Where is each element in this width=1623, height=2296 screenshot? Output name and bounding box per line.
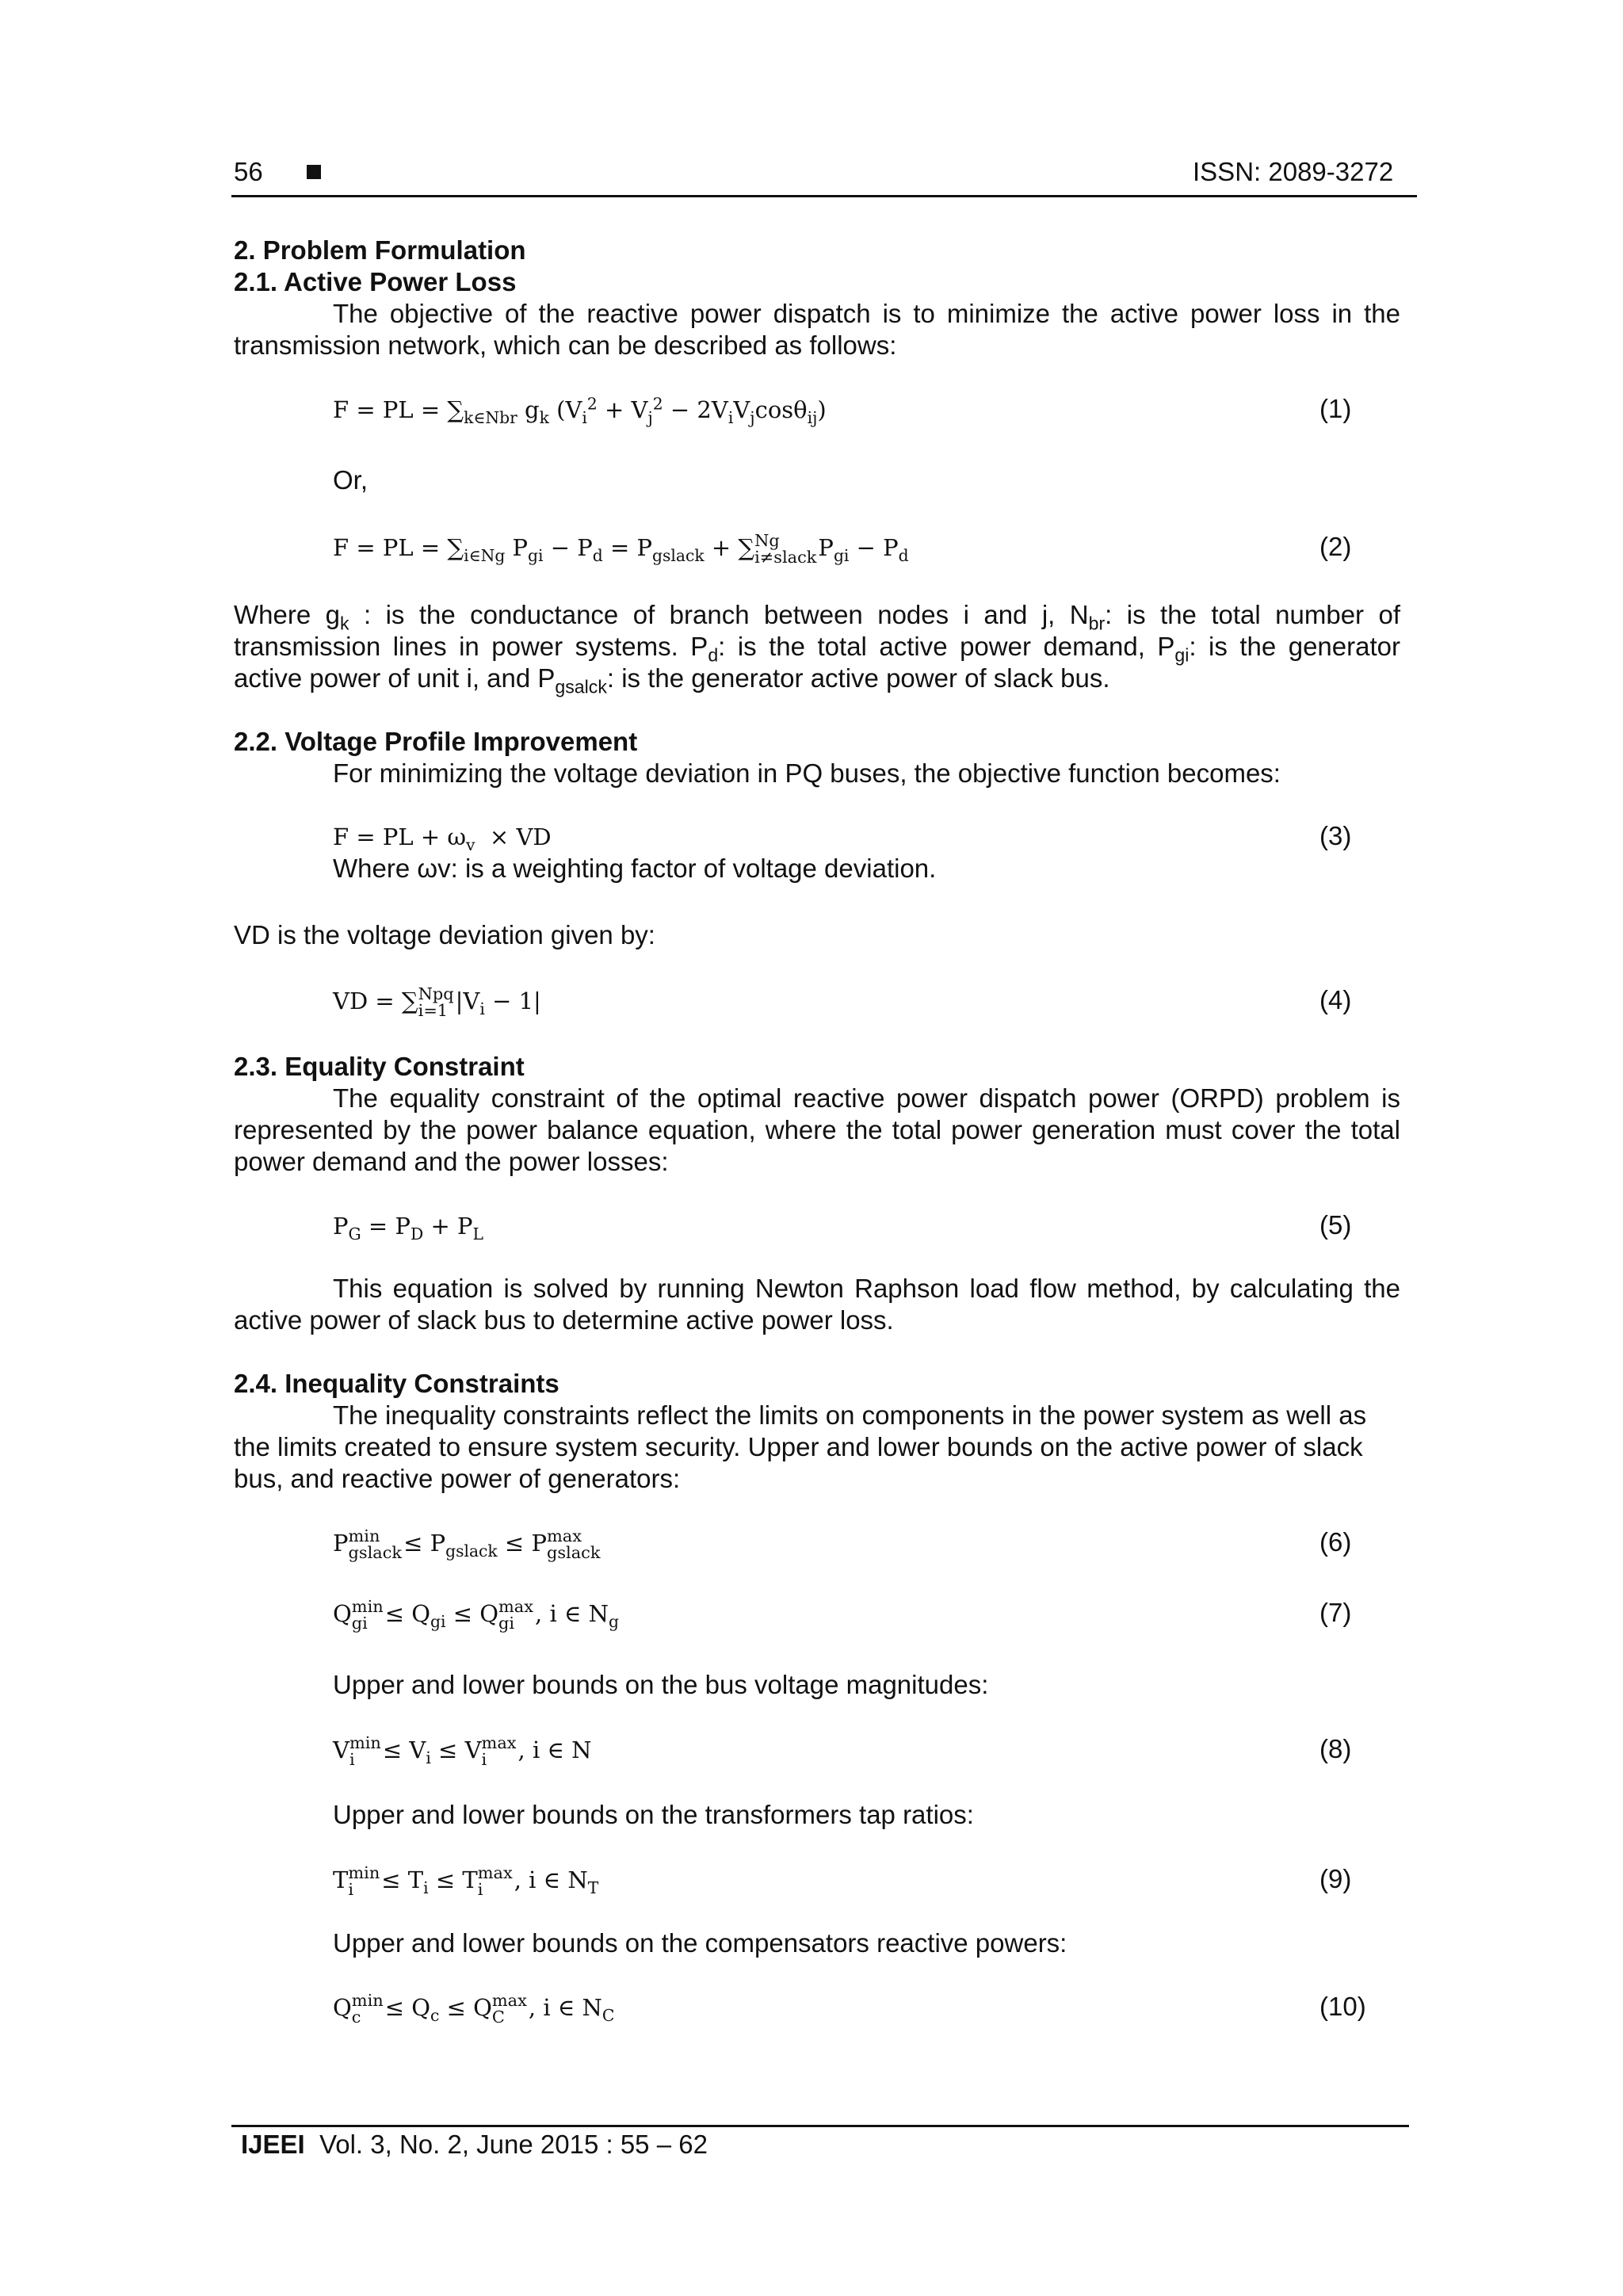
equation-1: F = PL = $\sum_{k\in Nbr}$ $g_k$ $(V_i^2 + V_j^2 - 2V_iV_j\cos\theta_{ij})$ (333, 394, 827, 427)
equation-4: VD = ∑ Npq i=1 $|V_i - 1|$ (333, 984, 541, 1020)
equation-number-10: (10) (1319, 1992, 1366, 2021)
paragraph-active-loss: The objective of the reactive power dispatch is to minimize the active power loss in the transmission network, which can be described as follows: (234, 299, 1400, 360)
equation-number-4: (4) (1319, 985, 1352, 1014)
paragraph-equality: The equality constraint of the optimal reactive power dispatch power (ORPD) problem is represented by the power balance equation, where the total power generation must cover the total power demand and the power losses: (234, 1083, 1400, 1176)
bounds-compensator-text: Upper and lower bounds on the compensators reactive powers: (333, 1928, 1067, 1958)
footer-citation (241, 2130, 708, 2160)
footer-journal: IJEEI (241, 2130, 305, 2159)
where-eq3: Where ωv: is a weighting factor of voltage deviation. (333, 854, 937, 883)
section-heading-2-1: 2.1. Active Power Loss (234, 267, 517, 296)
bounds-tap-text: Upper and lower bounds on the transformers tap ratios: (333, 1800, 974, 1829)
equation-7: Q min gi ≤ $Q_{gi} \le Q$ max gi , i ∈ $N_g$ (333, 1597, 619, 1633)
equation-number-6: (6) (1319, 1527, 1352, 1557)
footer-rule (231, 2125, 1409, 2127)
equation-3: F = PL + $\omega_v$ × VD (333, 823, 552, 854)
equation-number-1: (1) (1319, 394, 1352, 423)
equation-2: F = PL = $\sum_{i\in Ng}$ $P_{gi} - P_d = P_{gslack}$ + ∑ Ng i≠slack $P_{gi} - P_d$ (333, 531, 909, 567)
section-heading-2-3: 2.3. Equality Constraint (234, 1052, 525, 1081)
paragraph-newton: This equation is solved by running Newton Raphson load flow method, by calculating the active power of slack bus to determine active power loss. (234, 1274, 1400, 1335)
equation-10: Q min c ≤ $Q_c \le Q$ max C , i ∈ $N_C$ (333, 1991, 615, 2027)
equation-8: V min i ≤ $V_i \le V$ max i , i ∈ N (333, 1733, 592, 1769)
section-heading-2-2: 2.2. Voltage Profile Improvement (234, 727, 638, 756)
section-heading-2: 2. Problem Formulation (234, 235, 526, 265)
paragraph-voltage: For minimizing the voltage deviation in PQ buses, the objective function becomes: (333, 758, 1281, 788)
equation-number-7: (7) (1319, 1598, 1352, 1627)
equation-number-2: (2) (1319, 532, 1352, 561)
page-number: 56 (234, 157, 263, 186)
equation-6: P min gslack ≤ $P_{gslack} \le P$ max gslack (333, 1526, 601, 1562)
footer-vol: Vol. 3, No. 2, June 2015 : 55 – 62 (319, 2130, 708, 2159)
section-heading-2-4: 2.4. Inequality Constraints (234, 1369, 559, 1398)
header-square-icon (307, 165, 321, 183)
bounds-voltage-text: Upper and lower bounds on the bus voltage magnitudes: (333, 1670, 989, 1699)
issn: ISSN: 2089-3272 (1193, 157, 1394, 186)
header-rule (231, 195, 1417, 197)
equation-number-5: (5) (1319, 1210, 1352, 1240)
equation-number-3: (3) (1319, 821, 1352, 850)
equation-9: T min i ≤ $T_i \le T$ max i , i ∈ $N_T$ (333, 1863, 599, 1899)
or-label: Or, (333, 465, 369, 495)
paragraph-where-eq2: Where $g_k$ : is the conductance of branch between nodes i and j, $N_{br}$: is the total number of transmission lines in power systems. $P_d$: is the total active power demand, $P_{gi}$: is the generator active power of unit i, and $P_{gsalck}$: is the generator active power of slack bus. (234, 600, 1400, 697)
paragraph-inequality: The inequality constraints reflect the limits on components in the power system as well as the limits created to ensure system security. Upper and lower bounds on the active power of slack bus, and reactive power of generators: (234, 1400, 1367, 1493)
equation-5: $P_G = P_D + P_L$ (333, 1213, 483, 1244)
equation-number-8: (8) (1319, 1734, 1352, 1763)
equation-number-9: (9) (1319, 1864, 1352, 1893)
vd-intro: VD is the voltage deviation given by: (234, 920, 655, 949)
